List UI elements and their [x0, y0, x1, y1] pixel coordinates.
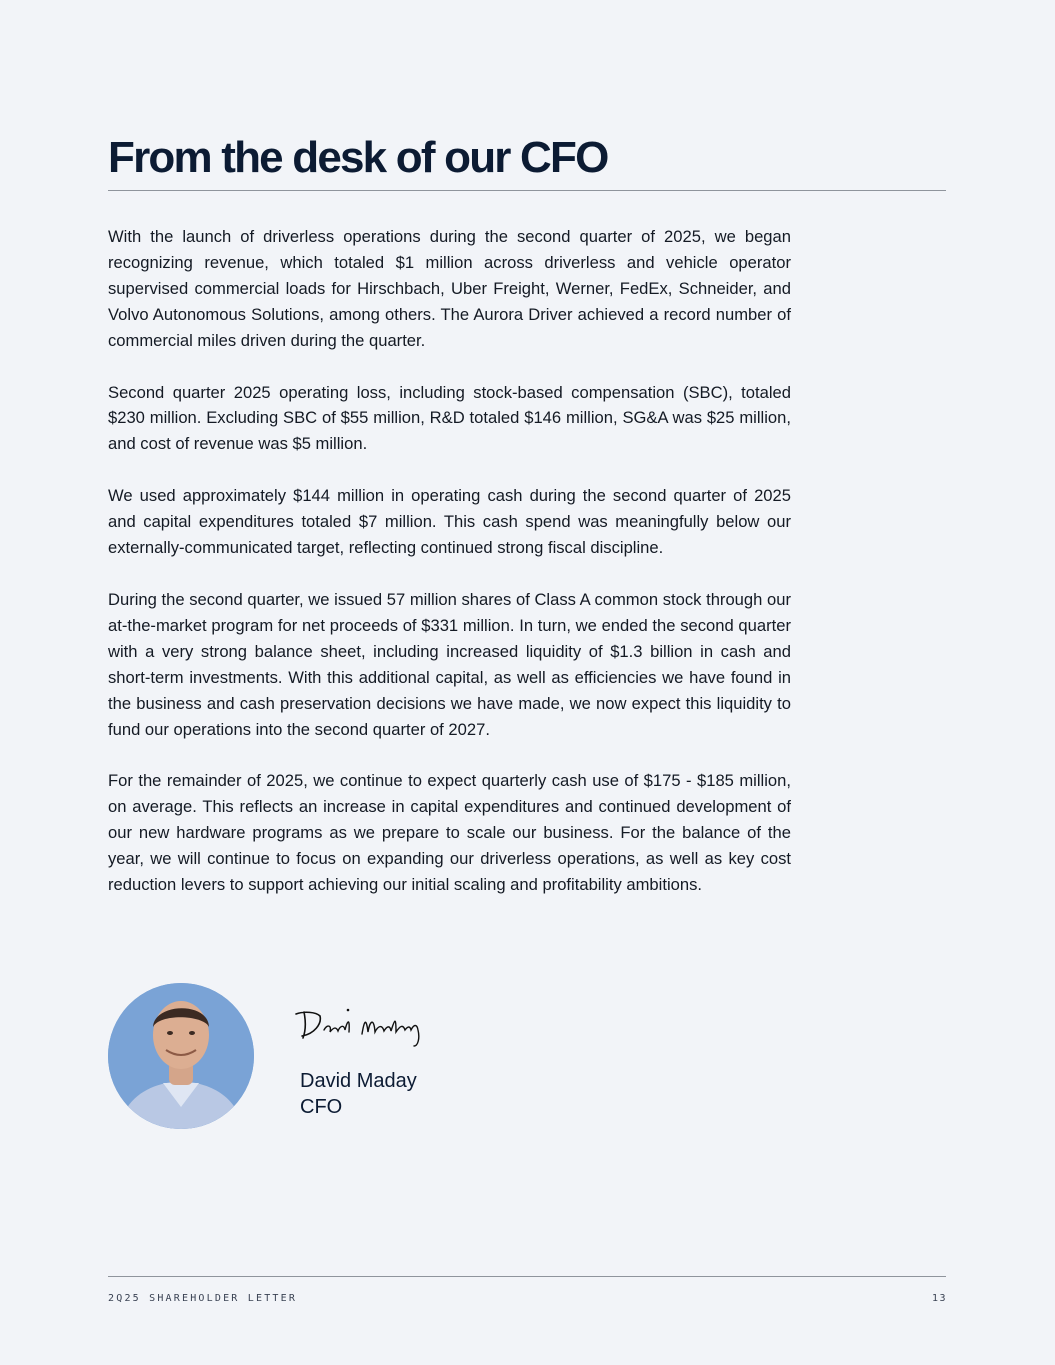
signer-name: David Maday — [300, 1070, 417, 1092]
footer-divider — [108, 1276, 946, 1277]
paragraph-operating-loss: Second quarter 2025 operating loss, including stock-based compensation (SBC), totaled $230 million. Excluding SBC of $55 million, R&D totaled $146 million, SG&A was $25 million, and cost of revenue was $5 million. — [108, 382, 791, 454]
cfo-portrait — [108, 983, 254, 1129]
page-title: From the desk of our CFO — [108, 133, 608, 182]
paragraph-revenue: With the launch of driverless operations during the second quarter of 2025, we began recognizing revenue, which totaled $1 million across driverless and vehicle operator supervised commercial loads for Hirschbach, Uber Freight, Werner, FedEx, Schneider, and Volvo Autonomous Solutions, among others. The Aurora Driver achieved a record number of commercial miles driven during the quarter. — [108, 227, 791, 350]
handwritten-signature — [290, 1002, 445, 1050]
paragraph-outlook: For the remainder of 2025, we continue to expect quarterly cash use of $175 - $185 million, on average. This reflects an increase in capital expenditures and continued development of our new hardware programs as we prepare to scale our business. For the balance of the year, we will continue to focus on expanding our driverless operations, as well as key cost reduction levers to support achieving our initial scaling and profitability ambitions. — [108, 771, 791, 895]
paragraph-cash-use: We used approximately $144 million in operating cash during the second quarter of 2025 and capital expenditures totaled $7 million. This cash spend was meaningfully below our externally-communicated target, reflecting continued strong fiscal discipline. — [108, 486, 791, 558]
signer-role: CFO — [300, 1096, 343, 1118]
page-number: 13 — [931, 1293, 947, 1304]
paragraph-capital-raise: During the second quarter, we issued 57 million shares of Class A common stock through our at-the-market program for net proceeds of $331 million. In turn, we ended the second quarter with a very strong balance sheet, including increased liquidity of $1.3 billion in cash and short-term investments. With this additional capital, as well as efficiencies we have found in the business and cash preservation decisions we have made, we now expect this liquidity to fund our operations into the second quarter of 2027. — [108, 589, 791, 739]
title-divider — [108, 190, 946, 191]
signer-block — [300, 1068, 417, 1120]
letter-body — [108, 224, 791, 924]
footer-document-title: 2Q25 SHAREHOLDER LETTER — [108, 1293, 298, 1304]
